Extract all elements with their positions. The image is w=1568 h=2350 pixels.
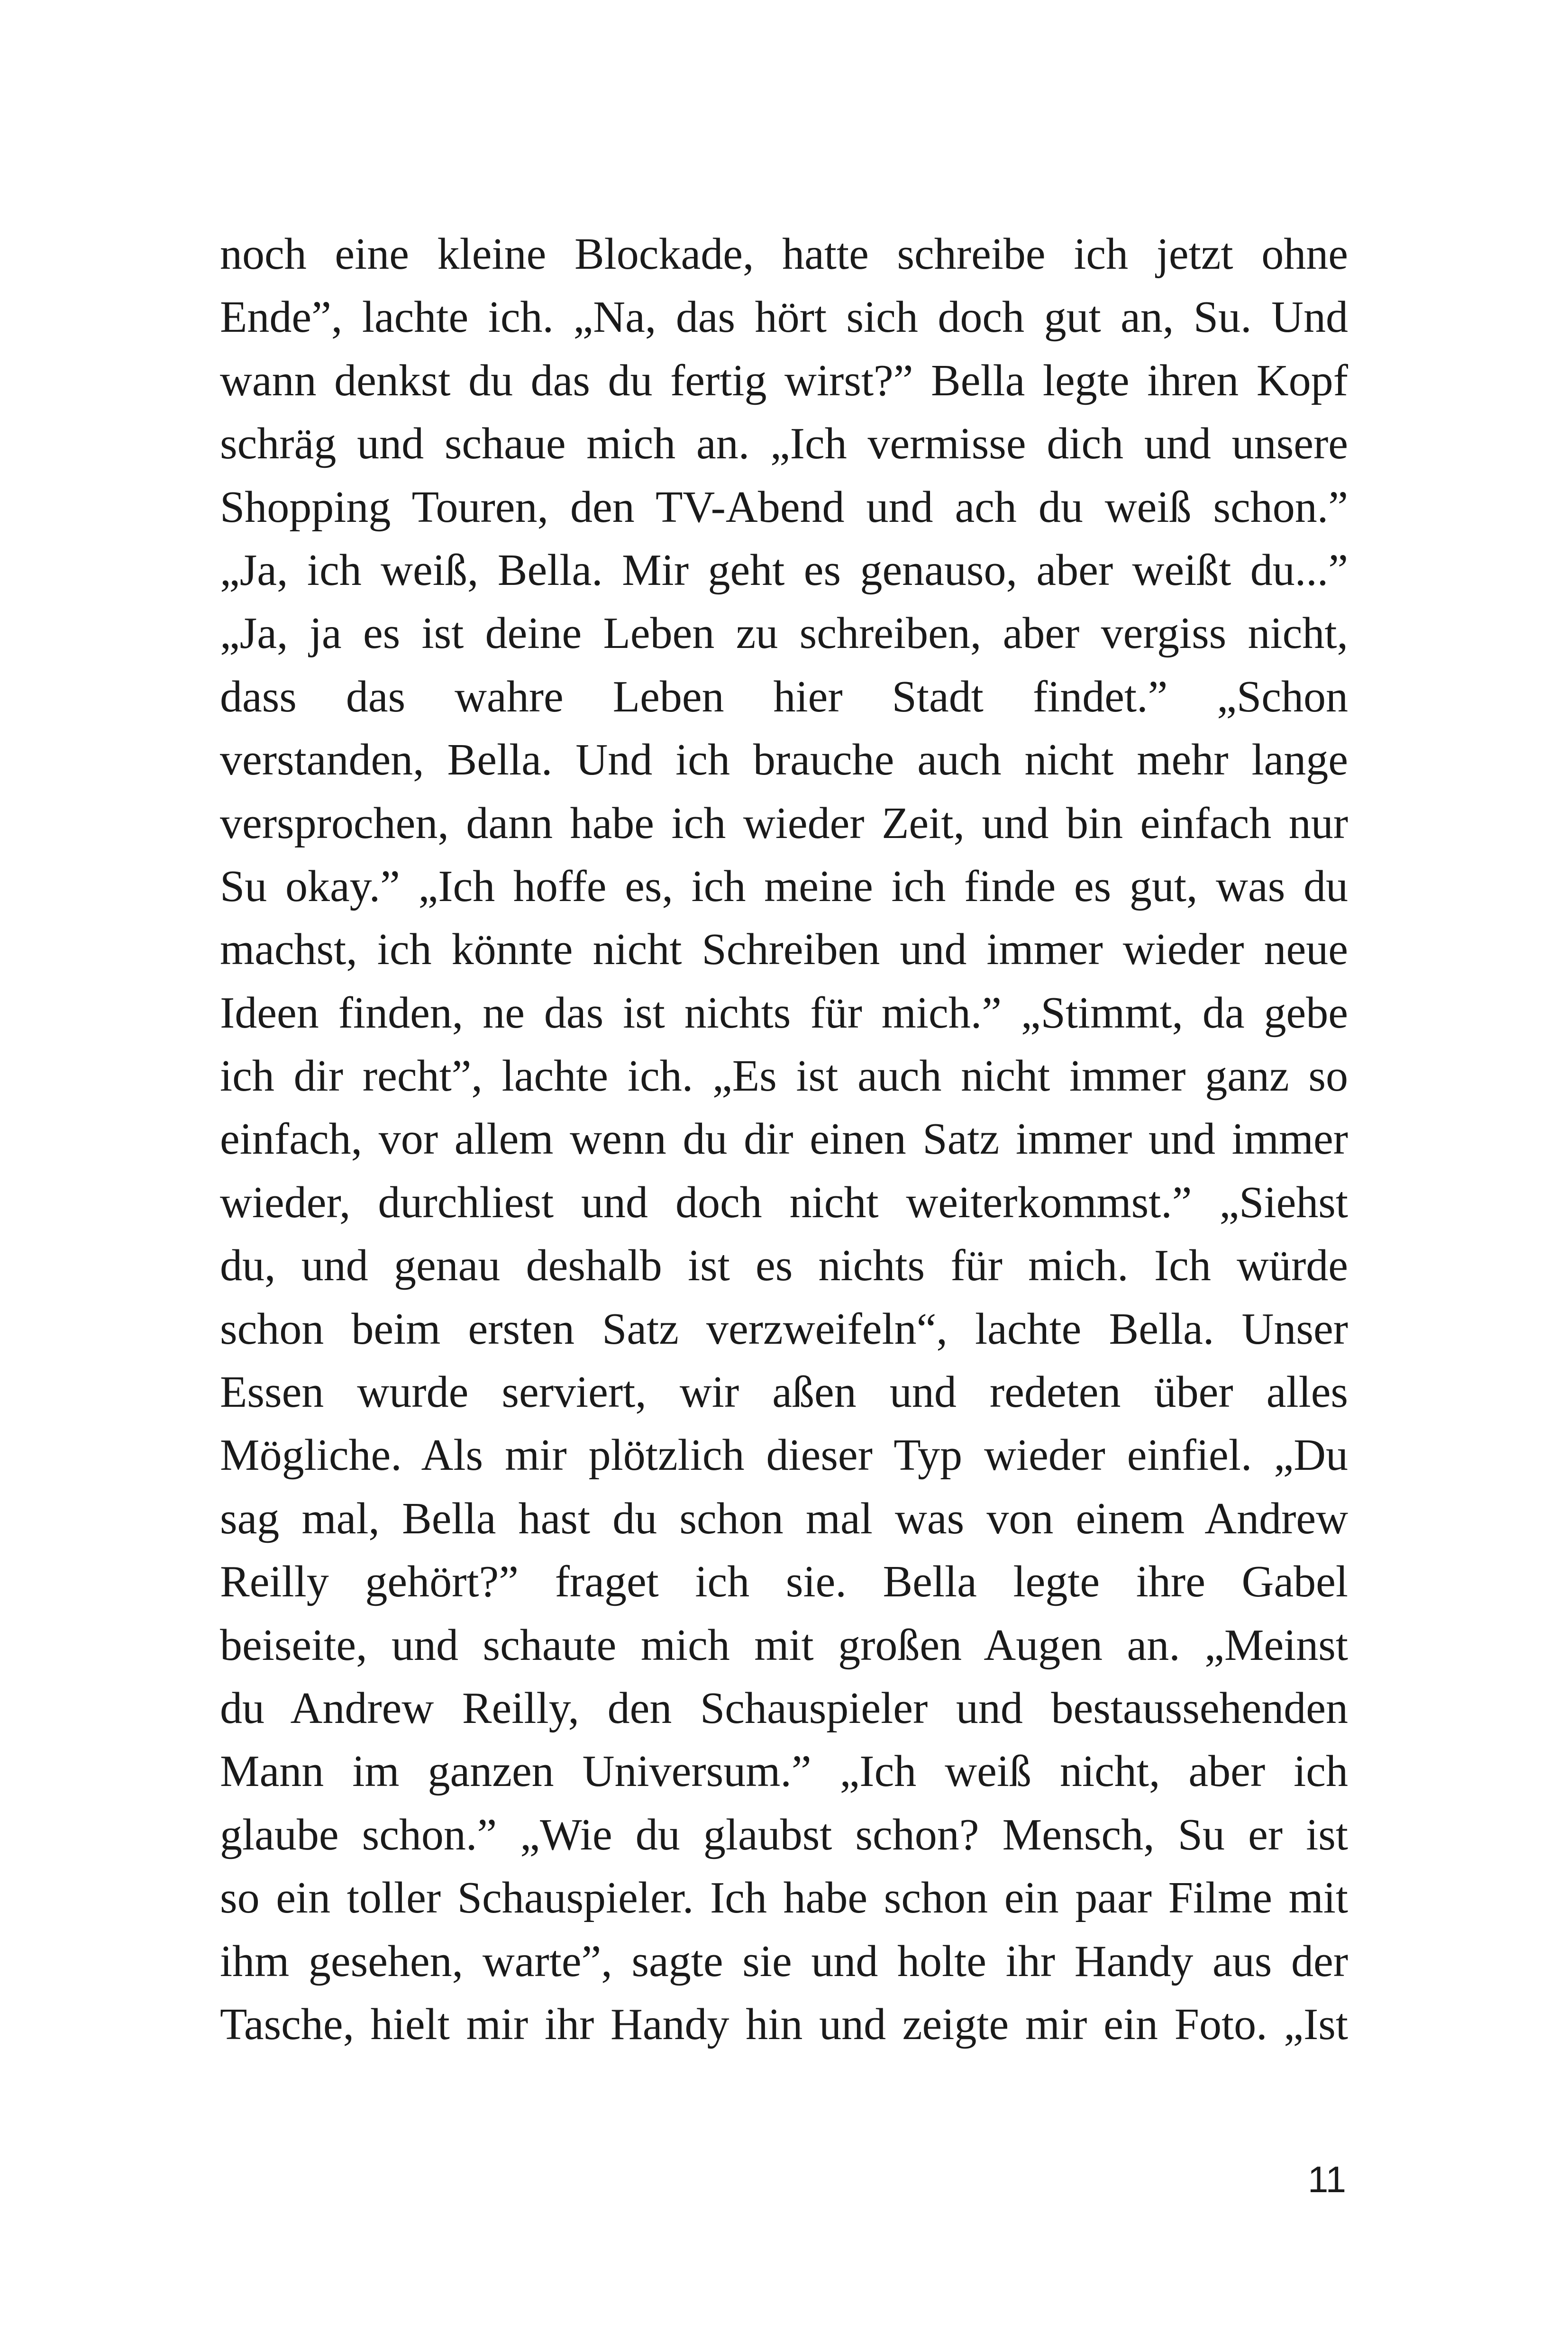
text-line: machst, ich könnte nicht Schreiben und immer wieder neue xyxy=(220,925,1348,975)
text-line: beiseite, und schaute mich mit großen Augen an. „Meinst xyxy=(220,1620,1348,1670)
body-text xyxy=(220,223,1348,2056)
text-line: ihm gesehen, warte”, sagte sie und holte ihr Handy aus der xyxy=(220,1936,1348,1986)
text-line: noch eine kleine Blockade, hatte schreibe ich jetzt ohne xyxy=(220,229,1348,279)
text-line: glaube schon.” „Wie du glaubst schon? Mensch, Su er ist xyxy=(220,1810,1348,1859)
text-line: Shopping Touren, den TV-Abend und ach du weiß schon.” xyxy=(220,482,1348,532)
text-line: versprochen, dann habe ich wieder Zeit, und bin einfach nur xyxy=(220,798,1348,848)
text-line: Essen wurde serviert, wir aßen und redeten über alles xyxy=(220,1367,1348,1417)
text-line: verstanden, Bella. Und ich brauche auch nicht mehr lange xyxy=(220,735,1348,785)
text-line: schon beim ersten Satz verzweifeln“, lachte Bella. Unser xyxy=(220,1304,1348,1354)
text-line: „Ja, ich weiß, Bella. Mir geht es genauso, aber weißt du...” xyxy=(220,545,1348,595)
text-line: Reilly gehört?” fraget ich sie. Bella legte ihre Gabel xyxy=(220,1557,1348,1607)
text-line: Mann im ganzen Universum.” „Ich weiß nicht, aber ich xyxy=(220,1747,1348,1796)
text-line: du, und genau deshalb ist es nichts für mich. Ich würde xyxy=(220,1241,1348,1291)
text-line: wann denkst du das du fertig wirst?” Bella legte ihren Kopf xyxy=(220,355,1348,405)
text-line: Ideen finden, ne das ist nichts für mich.” „Stimmt, da gebe xyxy=(220,988,1348,1038)
text-line: schräg und schaue mich an. „Ich vermisse dich und unsere xyxy=(220,419,1348,469)
text-line: Ende”, lachte ich. „Na, das hört sich doch gut an, Su. Und xyxy=(220,292,1348,342)
text-line: so ein toller Schauspieler. Ich habe schon ein paar Filme mit xyxy=(220,1873,1348,1923)
text-line: du Andrew Reilly, den Schauspieler und bestaussehenden xyxy=(220,1683,1348,1733)
text-line: einfach, vor allem wenn du dir einen Satz immer und immer xyxy=(220,1114,1348,1164)
text-line: wieder, durchliest und doch nicht weiterkommst.” „Siehst xyxy=(220,1177,1348,1227)
text-line: sag mal, Bella hast du schon mal was von einem Andrew xyxy=(220,1494,1348,1543)
page-number: 11 xyxy=(1308,2159,1346,2200)
text-line: „Ja, ja es ist deine Leben zu schreiben, aber vergiss nicht, xyxy=(220,609,1348,658)
text-line: dass das wahre Leben hier Stadt findet.” „Schon xyxy=(220,672,1348,721)
text-line: Tasche, hielt mir ihr Handy hin und zeigte mir ein Foto. „Ist xyxy=(220,1999,1348,2049)
text-line: Su okay.” „Ich hoffe es, ich meine ich finde es gut, was du xyxy=(220,861,1348,911)
text-line: Mögliche. Als mir plötzlich dieser Typ wieder einfiel. „Du xyxy=(220,1430,1348,1480)
text-line: ich dir recht”, lachte ich. „Es ist auch nicht immer ganz so xyxy=(220,1051,1348,1101)
